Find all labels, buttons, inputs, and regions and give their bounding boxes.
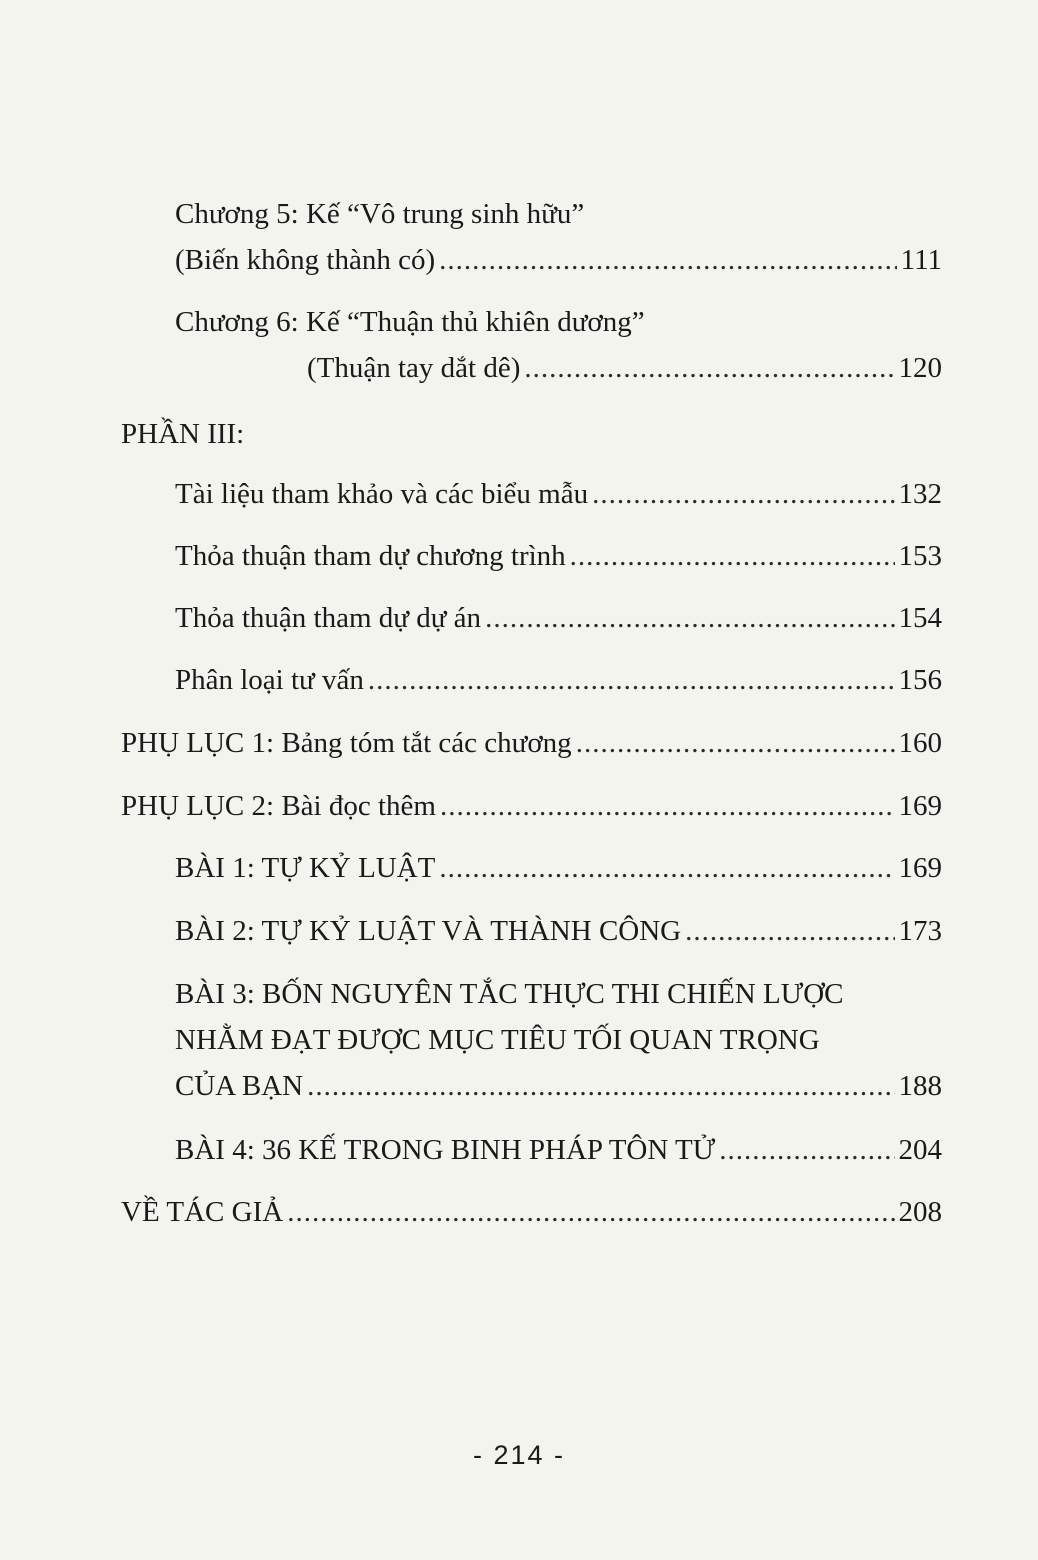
toc-entry-label: CỦA BẠN — [175, 1070, 304, 1102]
dot-leader — [307, 1068, 894, 1104]
dot-leader — [524, 350, 894, 386]
toc-entry-chuong-6 — [307, 350, 942, 386]
dot-leader — [440, 788, 895, 824]
toc-entry-page: 173 — [898, 915, 942, 947]
toc-entry-page: 204 — [898, 1134, 942, 1166]
toc-entry-phu-luc-2 — [121, 788, 942, 824]
toc-section-phan-iii: PHẦN III: — [121, 418, 245, 450]
toc-entry-page: 153 — [898, 540, 942, 572]
toc-entry-page: 169 — [898, 790, 942, 822]
dot-leader — [719, 1132, 894, 1168]
dot-leader — [570, 538, 895, 574]
toc-entry-bai-3 — [175, 1068, 942, 1104]
toc-entry-phan-loai — [175, 662, 942, 698]
toc-entry-label: Thỏa thuận tham dự chương trình — [175, 540, 566, 572]
dot-leader — [485, 600, 894, 636]
toc-entry-label: PHỤ LỤC 1: Bảng tóm tắt các chương — [121, 727, 572, 759]
toc-entry-page: 156 — [898, 664, 942, 696]
toc-entry-phu-luc-1 — [121, 725, 942, 761]
toc-entry-bai-2 — [175, 913, 942, 949]
dot-leader — [439, 242, 897, 278]
toc-entry-tai-lieu — [175, 476, 942, 512]
toc-entry-chuong-5 — [175, 242, 942, 278]
dot-leader — [685, 913, 894, 949]
toc-entry-page: 208 — [898, 1196, 942, 1228]
toc-heading-bai-3-line-1: BÀI 3: BỐN NGUYÊN TẮC THỰC THI CHIẾN LƯỢC — [175, 978, 844, 1010]
toc-entry-label: Phân loại tư vấn — [175, 664, 364, 696]
dot-leader — [439, 850, 894, 886]
toc-entry-page: 188 — [898, 1070, 942, 1102]
toc-entry-label: Tài liệu tham khảo và các biểu mẫu — [175, 478, 589, 510]
toc-entry-label: Thỏa thuận tham dự dự án — [175, 602, 482, 634]
dot-leader — [287, 1194, 894, 1230]
toc-entry-bai-4 — [175, 1132, 942, 1168]
toc-entry-page: 111 — [900, 244, 942, 276]
toc-entry-page: 120 — [898, 352, 942, 384]
toc-entry-thoa-thuan-chuong-trinh — [175, 538, 942, 574]
toc-entry-label: VỀ TÁC GIẢ — [121, 1196, 284, 1228]
toc-heading-chuong-6: Chương 6: Kế “Thuận thủ khiên dương” — [175, 306, 645, 338]
toc-entry-label: BÀI 2: TỰ KỶ LUẬT VÀ THÀNH CÔNG — [175, 915, 682, 947]
toc-entry-label: BÀI 4: 36 KẾ TRONG BINH PHÁP TÔN TỬ — [175, 1134, 716, 1166]
toc-entry-label: PHỤ LỤC 2: Bài đọc thêm — [121, 790, 436, 822]
toc-entry-label: BÀI 1: TỰ KỶ LUẬT — [175, 852, 436, 884]
toc-entry-label: (Biến không thành có) — [175, 244, 436, 276]
toc-entry-page: 160 — [898, 727, 942, 759]
toc-entry-label: (Thuận tay dắt dê) — [307, 352, 521, 384]
toc-heading-bai-3-line-2: NHẰM ĐẠT ĐƯỢC MỤC TIÊU TỐI QUAN TRỌNG — [175, 1024, 820, 1056]
dot-leader — [592, 476, 894, 512]
toc-entry-page: 154 — [898, 602, 942, 634]
dot-leader — [576, 725, 895, 761]
page-number-footer: - 214 - — [472, 1440, 566, 1470]
dot-leader — [368, 662, 895, 698]
toc-entry-page: 169 — [898, 852, 942, 884]
toc-entry-bai-1 — [175, 850, 942, 886]
toc-entry-ve-tac-gia — [121, 1194, 942, 1230]
toc-heading-chuong-5: Chương 5: Kế “Vô trung sinh hữu” — [175, 198, 585, 230]
toc-entry-page: 132 — [898, 478, 942, 510]
toc-entry-thoa-thuan-du-an — [175, 600, 942, 636]
